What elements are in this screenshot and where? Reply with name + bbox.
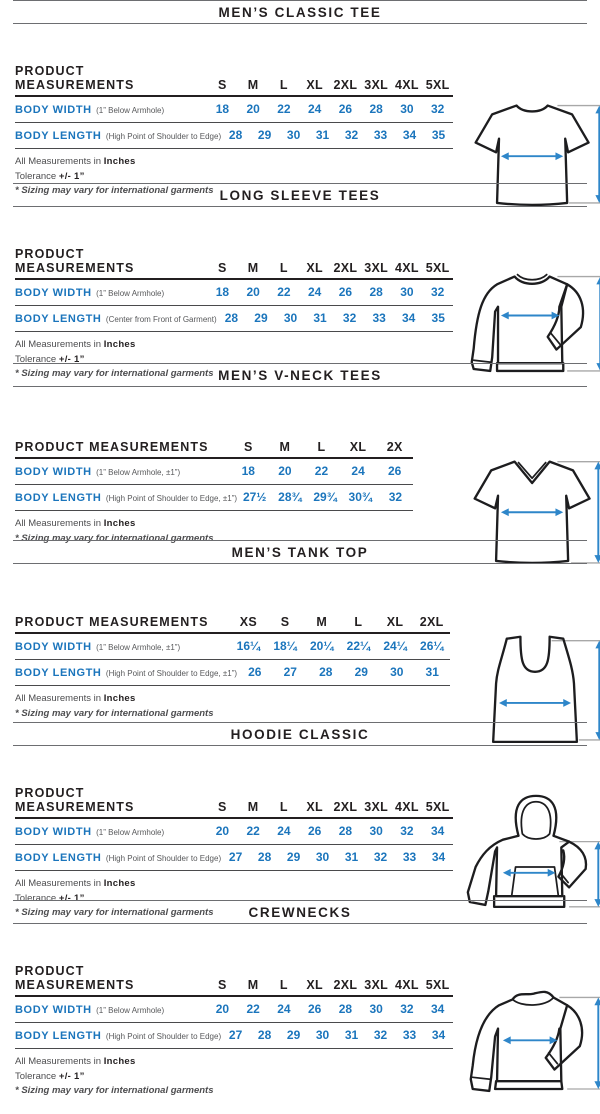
measurement-value: 20¼ — [310, 639, 334, 653]
measurement-value: 29 — [257, 128, 272, 142]
measurement-value: 22 — [277, 102, 291, 116]
measurement-value: 26¼ — [420, 639, 444, 653]
measurement-name: BODY LENGTH — [15, 667, 102, 679]
measurement-value: 34 — [431, 1028, 446, 1042]
measurement-value: 34 — [431, 850, 446, 864]
measurement-value: 30 — [286, 128, 301, 142]
measurement-value: 31 — [313, 311, 327, 325]
measurement-row — [15, 97, 453, 123]
measurement-name: BODY WIDTH — [15, 1004, 92, 1016]
measurement-value: 16¼ — [236, 639, 261, 653]
size-column-header: S — [218, 800, 227, 814]
size-column-header: M — [279, 440, 291, 454]
size-chart-section — [0, 900, 600, 1096]
garment-illustration-slot — [462, 978, 600, 1114]
measurement-value: 26 — [387, 464, 402, 478]
size-column-header: 2XL — [419, 615, 444, 629]
section-title: MEN’S V-NECK TEES — [218, 368, 382, 383]
table-header-row — [15, 247, 453, 280]
measurement-row — [15, 123, 453, 149]
size-column-header: XL — [306, 78, 323, 92]
size-column-header: L — [279, 261, 288, 275]
measurement-row — [15, 459, 413, 485]
measurement-description: (High Point of Shoulder to Edge) — [105, 1032, 222, 1041]
size-column-header: 3XL — [364, 261, 389, 275]
measurement-value: 18 — [215, 102, 230, 116]
measurement-row — [15, 1023, 453, 1049]
measurement-value: 31 — [344, 850, 359, 864]
measurement-row — [15, 306, 453, 332]
section-title-band — [13, 0, 587, 24]
size-column-header: 5XL — [425, 261, 450, 275]
measurement-value: 28 — [257, 850, 272, 864]
measurement-name: BODY WIDTH — [15, 641, 92, 653]
measurement-name: BODY WIDTH — [15, 826, 92, 838]
product-measurements-label: PRODUCT MEASUREMENTS — [15, 615, 209, 629]
measurements-unit: Inches — [103, 1056, 136, 1067]
measurement-label-cell — [15, 822, 207, 840]
section-title: MEN’S CLASSIC TEE — [218, 5, 382, 20]
measurement-value: 32 — [342, 311, 357, 325]
measurement-value: 35 — [431, 128, 446, 142]
size-column-header: M — [247, 978, 259, 992]
product-measurements-label: PRODUCT MEASUREMENTS — [15, 247, 135, 275]
section-title: LONG SLEEVE TEES — [219, 188, 381, 203]
measurement-value: 32 — [430, 102, 445, 116]
measurement-value: 20 — [215, 824, 230, 838]
measurement-description: (Center from Front of Garment) — [105, 315, 217, 324]
measurement-row — [15, 819, 453, 845]
measurement-value: 29 — [254, 311, 268, 325]
measurement-value: 22 — [246, 1002, 260, 1016]
measurement-value: 34 — [430, 1002, 445, 1016]
size-column-header: S — [243, 440, 253, 454]
size-column-header: 2X — [386, 440, 403, 454]
measurement-value: 32 — [373, 850, 388, 864]
measurement-description: (1” Below Armhole) — [96, 1006, 165, 1015]
measurement-value: 30 — [283, 311, 298, 325]
measurement-value: 27 — [228, 850, 243, 864]
measurement-value: 32 — [373, 1028, 388, 1042]
measurement-value: 26 — [338, 285, 353, 299]
section-title: CREWNECKS — [248, 905, 352, 920]
measurements-unit: Inches — [103, 693, 136, 704]
measurement-description: (High Point of Shoulder to Edge, ±1”) — [105, 494, 238, 503]
size-column-header: 2XL — [333, 78, 358, 92]
measurement-name: BODY LENGTH — [15, 313, 102, 325]
measurement-value: 32 — [344, 128, 359, 142]
product-measurements-label: PRODUCT MEASUREMENTS — [15, 440, 209, 454]
measurement-label-cell — [15, 488, 237, 506]
measurement-value: 28 — [224, 311, 239, 325]
measurement-name: BODY WIDTH — [15, 287, 92, 299]
size-column-header: 2XL — [333, 261, 358, 275]
measurement-value: 18¼ — [273, 639, 297, 653]
size-column-header: S — [218, 261, 227, 275]
measurement-value: 33 — [402, 850, 417, 864]
measurements-note-text: All Measurements in — [15, 1056, 102, 1067]
section-title-band — [13, 900, 587, 924]
measurement-value: 22 — [277, 285, 291, 299]
measurement-value: 33 — [372, 311, 386, 325]
measurement-value: 28 — [369, 102, 383, 116]
measurement-description: (High Point of Shoulder to Edge) — [105, 132, 222, 141]
measurement-value: 33 — [373, 128, 388, 142]
measurement-value: 28 — [338, 824, 353, 838]
measurement-description: (High Point of Shoulder to Edge) — [105, 854, 222, 863]
measurement-value: 31 — [425, 665, 439, 679]
tolerance-value: +/- 1” — [58, 353, 85, 365]
measurement-table — [15, 786, 453, 871]
measurement-value: 32 — [400, 1002, 414, 1016]
measurement-description: (1” Below Armhole, ±1”) — [96, 643, 181, 652]
size-column-header: L — [279, 800, 288, 814]
tolerance-note-text: Tolerance — [15, 170, 57, 182]
product-measurements-label: PRODUCT MEASUREMENTS — [15, 964, 135, 992]
measurement-value: 30 — [315, 1028, 330, 1042]
measurement-value: 24 — [307, 102, 322, 116]
measurement-row — [15, 634, 450, 660]
measurement-value: 33 — [402, 1028, 417, 1042]
section-title-band — [13, 540, 587, 564]
measurement-value: 20 — [246, 102, 260, 116]
measurement-value: 28 — [257, 1028, 272, 1042]
measurement-row — [15, 485, 413, 511]
size-column-header: 2XL — [333, 800, 358, 814]
measurement-label-cell — [15, 309, 217, 327]
size-column-header: M — [247, 800, 259, 814]
size-chart-section — [0, 363, 600, 544]
measurement-value: 30 — [369, 1002, 383, 1016]
measurement-value: 20 — [278, 464, 292, 478]
measurement-value: 31 — [315, 128, 330, 142]
section-title-band — [13, 722, 587, 746]
measurement-value: 26 — [307, 1002, 322, 1016]
measurement-label-cell — [15, 126, 221, 144]
size-column-header: M — [247, 78, 259, 92]
product-measurements-label: PRODUCT MEASUREMENTS — [15, 786, 135, 814]
measurements-note-text: All Measurements in — [15, 693, 102, 704]
size-column-header: 5XL — [425, 978, 450, 992]
measurement-row — [15, 280, 453, 306]
size-column-header: S — [280, 615, 290, 629]
measurement-row — [15, 845, 453, 871]
measurement-value: 30 — [400, 102, 414, 116]
measurement-value: 30 — [390, 665, 404, 679]
size-column-header: 4XL — [394, 800, 419, 814]
measurement-name: BODY WIDTH — [15, 466, 92, 478]
size-column-header: XS — [239, 615, 257, 629]
measurement-name: BODY LENGTH — [15, 852, 102, 864]
size-column-header: 3XL — [364, 800, 389, 814]
measurement-description: (1” Below Armhole) — [96, 106, 165, 115]
size-column-header: 4XL — [394, 978, 419, 992]
measurement-value: 20 — [246, 285, 260, 299]
sizing-disclaimer: * Sizing may vary for international garments — [15, 368, 214, 379]
size-column-header: 5XL — [425, 78, 450, 92]
measurement-label-cell — [15, 848, 221, 866]
measurement-value: 20 — [215, 1002, 230, 1016]
measurement-table — [15, 964, 453, 1049]
measurements-note-text: All Measurements in — [15, 156, 102, 167]
measurement-value: 26 — [338, 102, 353, 116]
sizing-disclaimer: * Sizing may vary for international garments — [15, 532, 214, 544]
section-title: HOODIE CLASSIC — [230, 727, 370, 742]
measurement-description: (1” Below Armhole) — [96, 289, 165, 298]
measurement-value: 28 — [228, 128, 243, 142]
size-column-header: L — [279, 78, 288, 92]
measurements-note-text: All Measurements in — [15, 339, 102, 350]
measurement-name: BODY LENGTH — [15, 492, 102, 504]
measurement-value: 27½ — [242, 490, 267, 504]
measurement-name: BODY LENGTH — [15, 1030, 102, 1042]
tolerance-note-text: Tolerance — [15, 353, 57, 365]
size-column-header: 3XL — [364, 78, 389, 92]
measurement-value: 18 — [215, 285, 230, 299]
size-column-header: L — [279, 978, 288, 992]
measurement-value: 30 — [369, 824, 383, 838]
measurements-note-text: All Measurements in — [15, 518, 102, 529]
measurement-value: 30¾ — [348, 490, 372, 504]
measurement-value: 22¼ — [346, 639, 371, 653]
size-column-header: 2XL — [333, 978, 358, 992]
measurements-note-text: All Measurements in — [15, 878, 102, 889]
measurement-value: 27 — [228, 1028, 243, 1042]
measurement-value: 30 — [315, 850, 330, 864]
tolerance-value: +/- 1” — [58, 892, 85, 904]
tolerance-value: +/- 1” — [58, 1070, 85, 1082]
measurement-value: 26 — [248, 665, 262, 679]
measurements-unit: Inches — [103, 878, 136, 889]
measurement-table — [15, 64, 453, 149]
measurement-label-cell — [15, 1000, 207, 1018]
measurement-name: BODY WIDTH — [15, 104, 92, 116]
table-header-row — [15, 964, 453, 997]
measurement-value: 24 — [277, 824, 291, 838]
size-column-header: M — [316, 615, 328, 629]
product-measurements-label: PRODUCT MEASUREMENTS — [15, 64, 135, 92]
table-header-row — [15, 440, 413, 459]
section-title-band — [13, 183, 587, 207]
size-column-header: 3XL — [364, 978, 389, 992]
table-header-row — [15, 64, 453, 97]
measurement-value: 27 — [283, 665, 297, 679]
measurement-value: 28¾ — [278, 490, 302, 504]
measurement-value: 29 — [286, 850, 301, 864]
crewneck-illustration — [462, 978, 600, 1114]
measurement-label-cell — [15, 100, 207, 118]
table-header-row — [15, 786, 453, 819]
measurement-value: 35 — [431, 311, 445, 325]
size-column-header: XL — [306, 800, 323, 814]
section-title-band — [13, 363, 587, 387]
measurement-value: 28 — [369, 285, 383, 299]
size-column-header: 4XL — [394, 78, 419, 92]
tolerance-value: +/- 1” — [58, 170, 85, 182]
measurement-description: (1” Below Armhole) — [96, 828, 165, 837]
measurement-value: 24 — [351, 464, 365, 478]
size-column-header: S — [218, 978, 227, 992]
measurement-table — [15, 440, 413, 511]
measurement-value: 24¼ — [383, 639, 407, 653]
measurement-value: 34 — [402, 128, 417, 142]
measurement-value: 32 — [400, 824, 414, 838]
measurement-table — [15, 615, 450, 686]
table-header-row — [15, 615, 450, 634]
measurement-table — [15, 247, 453, 332]
size-column-header: 5XL — [425, 800, 450, 814]
measurement-value: 26 — [307, 824, 322, 838]
tolerance-note-text: Tolerance — [15, 892, 57, 904]
measurements-unit: Inches — [103, 518, 136, 529]
measurement-value: 30 — [400, 285, 414, 299]
measurement-name: BODY LENGTH — [15, 130, 102, 142]
measurement-value: 32 — [388, 490, 403, 504]
measurement-value: 24 — [307, 285, 322, 299]
sizing-disclaimer: * Sizing may vary for international garments — [15, 185, 214, 196]
measurement-description: (1” Below Armhole, ±1”) — [96, 468, 181, 477]
measurement-value: 31 — [344, 1028, 359, 1042]
section-title: MEN’S TANK TOP — [231, 545, 369, 560]
measurement-value: 22 — [314, 464, 329, 478]
measurement-row — [15, 660, 450, 686]
measurement-value: 22 — [246, 824, 260, 838]
tolerance-note-text: Tolerance — [15, 1070, 57, 1082]
measurement-label-cell — [15, 663, 237, 681]
measurement-row — [15, 997, 453, 1023]
sizing-disclaimer: * Sizing may vary for international garments — [15, 907, 214, 918]
measurement-value: 29 — [354, 665, 368, 679]
sizing-disclaimer: * Sizing may vary for international garments — [15, 1085, 214, 1096]
measurement-label-cell — [15, 462, 230, 480]
measurement-description: (High Point of Shoulder to Edge, ±1”) — [105, 669, 238, 678]
measurements-unit: Inches — [103, 339, 136, 350]
measurement-label-cell — [15, 1026, 221, 1044]
sizing-disclaimer: * Sizing may vary for international garments — [15, 707, 214, 719]
size-column-header: XL — [386, 615, 404, 629]
size-column-header: L — [354, 615, 363, 629]
size-column-header: M — [247, 261, 259, 275]
size-column-header: XL — [306, 978, 323, 992]
section-content — [15, 964, 600, 1111]
size-column-header: S — [218, 78, 227, 92]
measurement-label-cell — [15, 637, 230, 655]
size-chart-section — [0, 540, 600, 722]
measurement-value: 34 — [402, 311, 416, 325]
measurement-value: 28 — [319, 665, 333, 679]
measurement-value: 29 — [286, 1028, 301, 1042]
size-column-header: 4XL — [394, 261, 419, 275]
measurement-value: 18 — [241, 464, 255, 478]
measurement-value: 28 — [338, 1002, 353, 1016]
size-column-header: XL — [306, 261, 323, 275]
measurement-value: 24 — [277, 1002, 291, 1016]
size-column-header: L — [317, 440, 326, 454]
measurement-value: 34 — [430, 824, 445, 838]
size-column-header: XL — [349, 440, 367, 454]
measurements-unit: Inches — [103, 156, 136, 167]
measurement-value: 29¾ — [313, 490, 337, 504]
measurement-label-cell — [15, 283, 207, 301]
measurement-value: 32 — [430, 285, 445, 299]
